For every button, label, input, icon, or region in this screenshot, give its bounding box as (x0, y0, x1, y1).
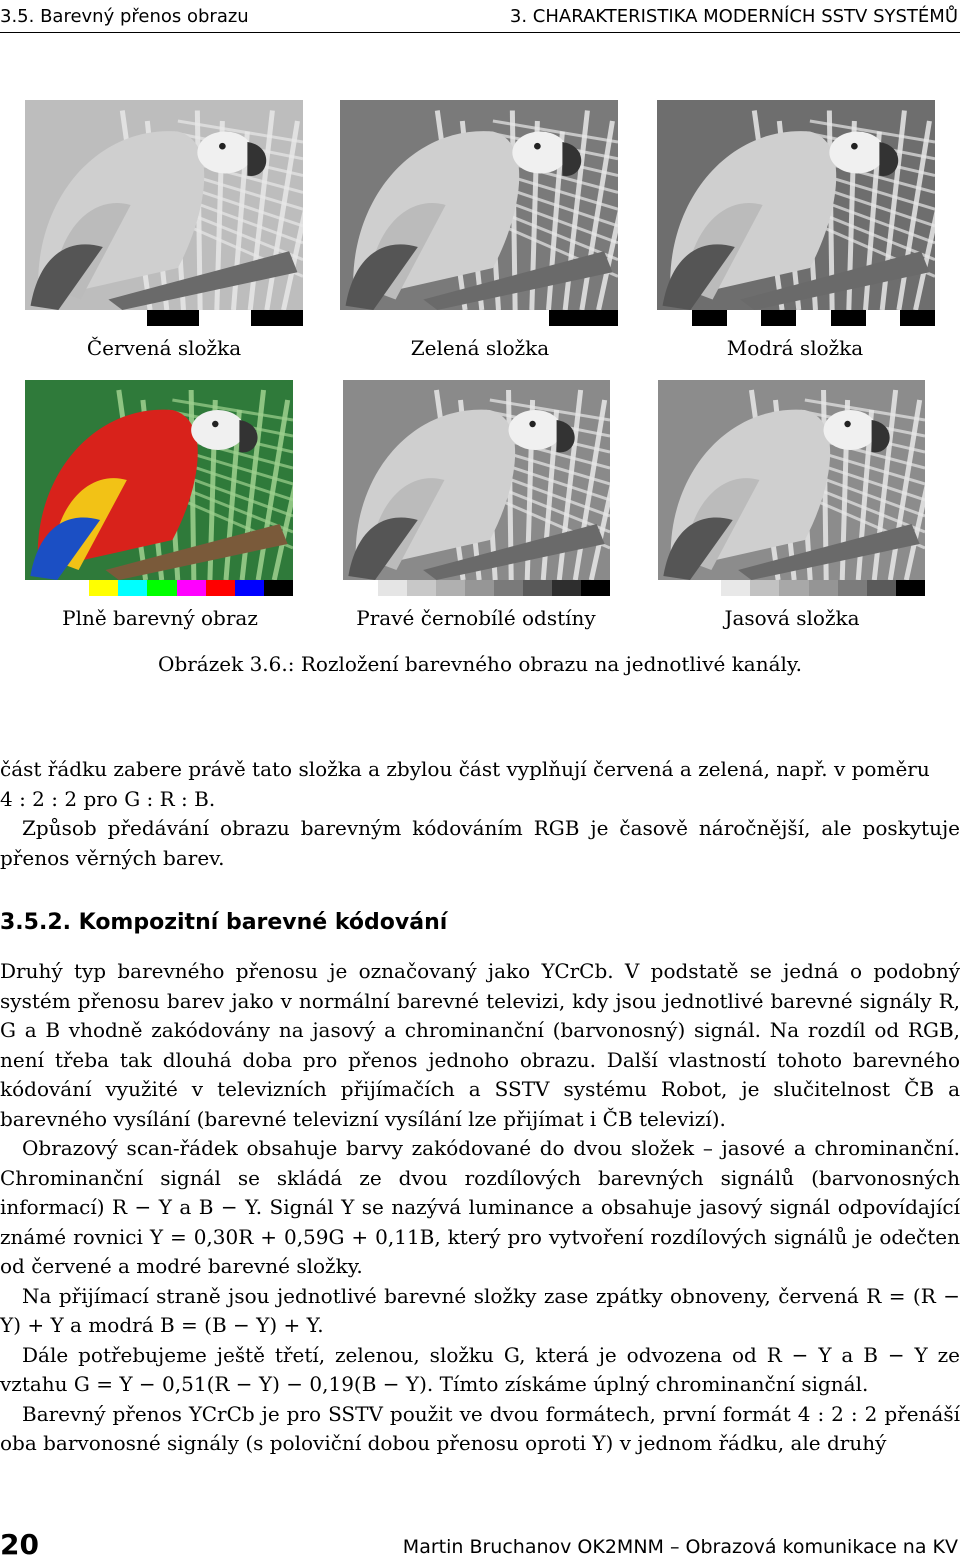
bar-segment (60, 580, 89, 596)
parrot-image (658, 380, 925, 580)
bar-segment (727, 310, 762, 326)
bar-segment (465, 580, 494, 596)
paragraph-3: Druhý typ barevného přenosu je označovaný jako YCrCb. V podstatě se jedná o podobný systém přenosu barev jako v normální barevné televizi, kdy jsou jednotlivé barevné signály R, G a B vhodně zakódovány na jasový a chrominanční (barvonosný) signál. Na rozdíl od RGB, není třeba tak dlouhá doba pro přenos jednoho obrazu. Další vlastností tohoto barevného kódování využité v televizních přijímačích a SSTV systému Robot, je slučitelnost ČB a barevného vysílání (barevné televizní vysílání lze přijímat i ČB televizí). (0, 959, 960, 1131)
paragraph-4: Obrazový scan-řádek obsahuje barvy zakódované do dvou složek – jasové a chrominanční. Chrominanční signál se skládá ze dvou rozdílových barevných signálů (barvonosných informací) R − Y a B − Y. Signál Y se nazývá luminance a obsahuje jasový signál odpovídající známé rovnici Y = 0,30R + 0,59G + 0,11B, který pro vytvoření rozdílových signálů je odečten od červené a modré barevné složky. (0, 1136, 960, 1278)
bar-segment (809, 580, 838, 596)
bar-segment (867, 580, 896, 596)
bar-segment (206, 580, 235, 596)
caption-blue-component: Modrá složka (726, 336, 864, 360)
paragraph-2: Způsob předávání obrazu barevným kódováním RGB je časově náročnější, ale poskytuje přenos věrných barev. (0, 816, 960, 870)
bar-segment (692, 580, 721, 596)
bar-segment (95, 310, 147, 326)
bar-segment (721, 580, 750, 596)
caption-full-color: Plně barevný obraz (62, 606, 258, 630)
running-header (0, 4, 960, 33)
bar-segment (89, 580, 118, 596)
bar-segment (494, 580, 523, 596)
bar-segment (235, 580, 264, 596)
bar-segment (264, 580, 293, 596)
section-heading: 3.5.2. Kompozitní barevné kódování (0, 910, 448, 935)
caption-green-component: Zelená složka (410, 336, 550, 360)
parrot-image (657, 100, 935, 310)
test-bars (692, 580, 925, 596)
header-chapter: 3. CHARAKTERISTIKA MODERNÍCH SSTV SYSTÉMŮ (509, 6, 958, 27)
test-bars (60, 580, 293, 596)
bar-segment (761, 310, 796, 326)
paragraph-6: Dále potřebujeme ještě třetí, zelenou, složku G, která je odvozena od R − Y a B − Y ze vztahu G = Y − 0,51(R − Y) − 0,19(B − Y). Tímto získáme úplný chrominanční signál. (0, 1342, 960, 1396)
bar-segment (177, 580, 206, 596)
footer-title: Martin Bruchanov OK2MNM – Obrazová komunikace na KV (402, 1536, 958, 1558)
paragraph-1b: 4 : 2 : 2 pro G : R : B. (0, 786, 216, 811)
paragraph-5: Na přijímací straně jsou jednotlivé barevné složky zase zpátky obnoveny, červená R = (R − Y) + Y a modrá B = (B − Y) + Y. (0, 1283, 960, 1337)
text-block-1 (0, 755, 960, 873)
bar-segment (838, 580, 867, 596)
bar-segment (779, 580, 808, 596)
bar-segment (866, 310, 901, 326)
paragraph-1a: část řádku zabere právě tato složka a zbylou část vyplňují červená a zelená, např. v poměru (0, 757, 930, 781)
header-section: 3.5. Barevný přenos obrazu (0, 6, 249, 27)
bar-segment (407, 580, 436, 596)
bar-segment (900, 310, 935, 326)
caption-red-component: Červená složka (86, 336, 242, 360)
bar-segment (251, 310, 303, 326)
bar-segment (378, 580, 407, 596)
bar-segment (436, 580, 465, 596)
bar-segment (796, 310, 831, 326)
test-bars (95, 310, 303, 326)
parrot-image (343, 380, 610, 580)
parrot-image (340, 100, 618, 310)
bar-segment (147, 310, 199, 326)
bar-segment (549, 310, 618, 326)
bar-segment (896, 580, 925, 596)
bar-segment (147, 580, 176, 596)
bar-segment (199, 310, 251, 326)
bar-segment (581, 580, 610, 596)
bar-segment (552, 580, 581, 596)
page-number: 20 (0, 1528, 39, 1561)
text-block-2 (0, 957, 960, 1459)
caption-true-grayscale: Pravé černobílé odstíny (356, 606, 596, 630)
test-bars (378, 580, 610, 596)
test-bars (692, 310, 935, 326)
paragraph-7: Barevný přenos YCrCb je pro SSTV použit ve dvou formátech, první formát 4 : 2 : 2 přenáší oba barvonosné signály (s poloviční dobou přenosu oproti Y) v jednom řádku, ale druhý (0, 1401, 960, 1455)
bar-segment (480, 310, 549, 326)
bar-segment (118, 580, 147, 596)
test-bars (480, 310, 618, 326)
bar-segment (692, 310, 727, 326)
parrot-image (25, 380, 293, 580)
bar-segment (750, 580, 779, 596)
caption-luminance: Jasová složka (724, 606, 860, 630)
bar-segment (831, 310, 866, 326)
bar-segment (523, 580, 552, 596)
figure-caption: Obrázek 3.6.: Rozložení barevného obrazu na jednotlivé kanály. (158, 652, 802, 676)
parrot-image (25, 100, 303, 310)
